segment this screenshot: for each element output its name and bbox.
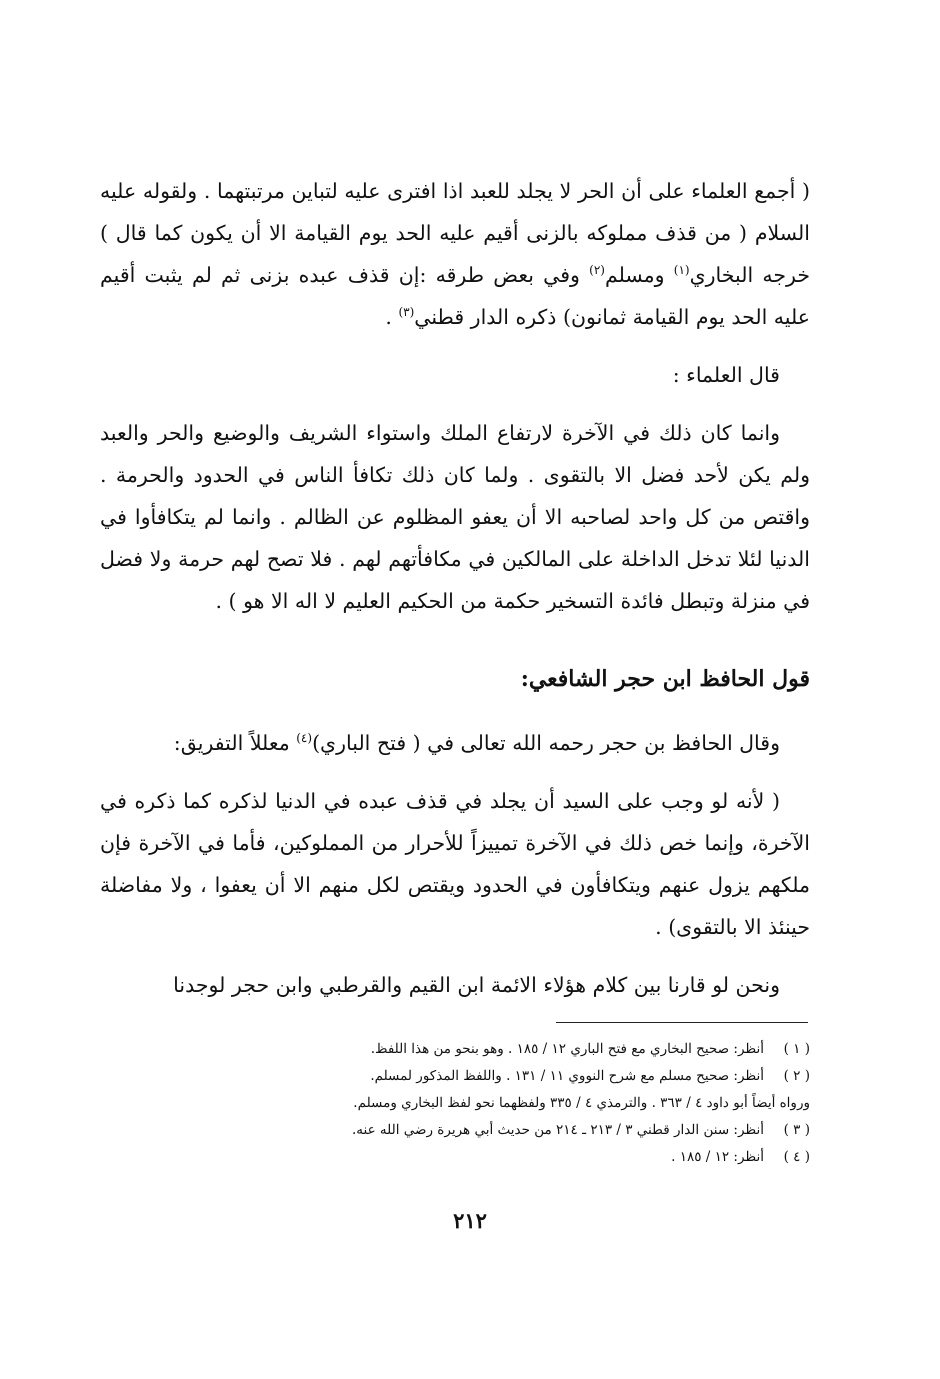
footnote-number: ( ٢ ) xyxy=(783,1068,810,1084)
footnote-ref-3[interactable]: (٣) xyxy=(398,305,415,320)
footnote-item xyxy=(100,1117,810,1144)
paragraph-3 xyxy=(100,722,810,764)
footnote-divider xyxy=(556,1022,808,1023)
footnote-ref-1[interactable]: (١) xyxy=(673,263,690,278)
footnote-number: ( ٤ ) xyxy=(783,1149,810,1165)
page-number: ٢١٢ xyxy=(453,1208,487,1233)
page-body xyxy=(100,170,810,1006)
footnote-text: ورواه أيضاً أبو داود ٤ / ٣٦٣ . والترمذي ٤ / ٣٣٥ ولفظهما نحو لفظ البخاري ومسلم. xyxy=(353,1095,810,1111)
scholars-label: قال العلماء : xyxy=(672,363,780,387)
paragraph-3-text: وقال الحافظ بن حجر رحمه الله تعالى في ( فتح الباري) xyxy=(312,731,780,755)
paragraph-3-text-b: معللاً التفريق: xyxy=(173,731,297,755)
footnote-item xyxy=(100,1063,810,1090)
footnote-text: أنظر: ١٢ / ١٨٥ . xyxy=(671,1149,764,1165)
footnote-item xyxy=(100,1144,810,1171)
footnote-item xyxy=(100,1090,810,1117)
footnote-text: أنظر: صحيح البخاري مع فتح الباري ١٢ / ١٨٥ . وهو بنحو من هذا اللفظ. xyxy=(370,1041,764,1057)
footnote-text: أنظر: سنن الدار قطني ٣ / ٢١٣ ـ ٢١٤ من حديث أبي هريرة رضي الله عنه. xyxy=(351,1122,764,1138)
section-heading: قول الحافظ ابن حجر الشافعي: xyxy=(520,666,810,692)
footnotes xyxy=(100,1036,810,1171)
paragraph-5: ونحن لو قارنا بين كلام هؤلاء الائمة ابن القيم والقرطبي وابن حجر لوجدنا xyxy=(173,973,780,997)
paragraph-1-text: ( أجمع العلماء على أن الحر لا يجلد للعبد اذا افترى عليه لتباين مرتبتهما . ولقوله عليه السلام ( من قذف مملوكه بالزنى أقيم عليه الحد يوم القيامة الا أن يكون كما قال ) خرجه البخاري xyxy=(100,179,810,287)
paragraph-4: ( لأنه لو وجب على السيد أن يجلد في قذف عبده في الدنيا لذكره كما ذكره في الآخرة، وإنما خص ذلك في الآخرة تمييزاً للأحرار من المملوكين، فأما في الآخرة فإن ملكهم يزول عنهم ويتكافأون في الحدود ويقتص لكل منهم الا أن يعفوا ، ولا مفاضلة حينئذ الا بالتقوى) . xyxy=(100,789,810,939)
footnote-ref-2[interactable]: (٢) xyxy=(589,263,605,278)
paragraph-2: وانما كان ذلك في الآخرة لارتفاع الملك واستواء الشريف والوضيع والحر والعبد ولم يكن لأحد فضل الا بالتقوى . ولما كان ذلك تكافأ الناس في الحدود والحرمة . واقتص من كل واحد لصاحبه الا أن يعفو المظلوم عن الظالم . وانما لم يتكافأوا في الدنيا لئلا تدخل الداخلة على المالكين في مكافأتهم لهم . فلا تصح لهم حرمة ولا فضل في منزلة وتبطل فائدة التسخير حكمة من الحكيم العليم لا اله الا هو ) . xyxy=(100,421,810,613)
footnote-item xyxy=(100,1036,810,1063)
footnote-number: ( ١ ) xyxy=(783,1041,810,1057)
paragraph-1-text-c: وفي بعض طرقه :إن قذف عبده بزنى ثم لم يثبت أقيم عليه الحد يوم القيامة ثمانون) ذكره الدار قطني xyxy=(100,263,810,329)
footnote-ref-4[interactable]: (٤) xyxy=(296,731,313,746)
paragraph-1-text-d: . xyxy=(385,305,399,329)
paragraph-1 xyxy=(100,170,810,338)
footnote-text: أنظر: صحيح مسلم مع شرح النووي ١١ / ١٣١ . واللفظ المذكور لمسلم. xyxy=(370,1068,764,1084)
paragraph-1-text-b: ومسلم xyxy=(604,263,674,287)
footnote-number: ( ٣ ) xyxy=(783,1122,810,1138)
